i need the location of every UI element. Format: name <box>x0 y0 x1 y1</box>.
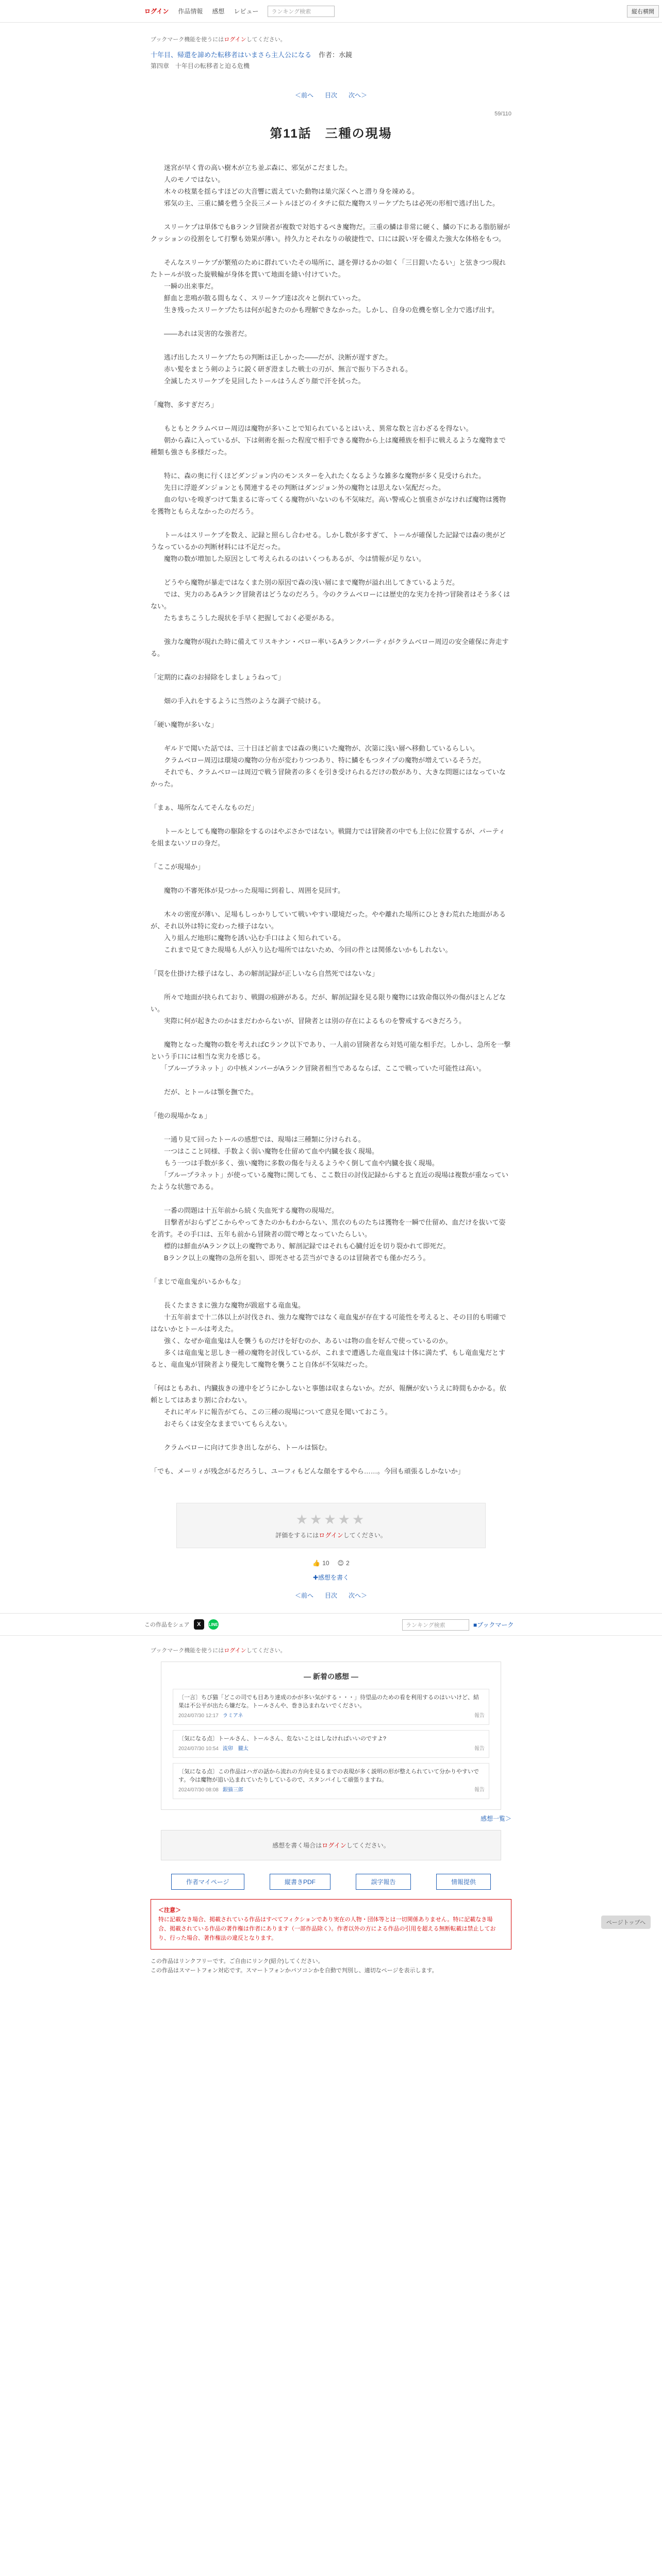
body-paragraph <box>151 896 511 908</box>
review-author-link[interactable]: 銀猫三郎 <box>222 1787 243 1793</box>
body-paragraph: 鮮血と悲鳴が散る間もなく、スリーケプ達は次々と倒れていった。 <box>151 294 365 302</box>
bookmark-note-bottom-text: ブックマーク機能を使うには <box>151 1648 224 1654</box>
index-link-bottom[interactable]: 目次 <box>324 1592 337 1599</box>
body-paragraph <box>151 849 511 861</box>
body-paragraph <box>151 683 511 695</box>
body-paragraph: 迷宮が早く背の高い樹木が立ち並ぶ森に、邪気がこだました。 <box>151 164 352 172</box>
review-date: 2024/07/30 10:54 <box>178 1746 219 1752</box>
write-review-label: 感想を書く <box>318 1574 350 1581</box>
body-paragraph <box>151 1098 511 1110</box>
bookmark-button-label: ブックマーク <box>477 1621 514 1629</box>
login-link[interactable]: ログイン <box>144 8 169 15</box>
body-paragraph: 一番の問題は十五年前から続く失血死する魔物の現場だ。 <box>151 1207 339 1214</box>
body-paragraph: 特に、森の奥に行くほどダンジョン内のモンスターを入れたくなるような雑多な魔物が多く見受けられた。 <box>151 472 486 480</box>
next-chapter-link[interactable]: 次へ＞ <box>349 92 368 99</box>
body-paragraph: そんなスリーケプが繁殖のために群れていたその場所に、謎を弾けるかの如く「三日鎧いたるい」と弦きつつ現れたトールが放った旋戦輪が身体を貫いて地面を縫い付けていた。 <box>151 259 506 278</box>
body-paragraph <box>151 340 511 351</box>
chapter-body <box>151 162 511 1477</box>
body-paragraph <box>151 458 511 470</box>
body-paragraph <box>151 1074 511 1086</box>
footer-line: この作品はリンクフリーです。ご自由にリンク(紹介)してください。 <box>151 1958 324 1964</box>
review-meta <box>178 1745 484 1753</box>
body-paragraph: Bランク以上の魔物の急所を狙い、即死させる芸当ができるのは冒険者でも僅かだろう。 <box>151 1254 430 1262</box>
body-paragraph <box>151 624 511 636</box>
series-title-link[interactable]: 十年目、帰還を諦めた転移者はいまさら主人公になる <box>151 51 312 59</box>
body-paragraph: スリーケプは単体でもBランク冒険者が複数で対処するべき魔物だ。三重の鱗は非常に硬く、鱗の下にある脂肪層がクッションの役割をして打撃も効果が薄い。持久力とそれなりの敏捷性で、口には鋭い牙を備えた強大な体格をもつ。 <box>151 223 510 243</box>
review-item <box>173 1763 489 1799</box>
report-link[interactable]: 報告 <box>474 1713 485 1719</box>
body-paragraph <box>151 707 511 719</box>
body-paragraph: たちまちこうした現状を手早く把握しておく必要がある。 <box>151 614 339 622</box>
review-meta <box>178 1712 484 1720</box>
bookmark-login-link[interactable]: ログイン <box>224 37 246 43</box>
body-paragraph: 多くは竜血鬼と思しき一種の魔物を討伐しているが、これまで遭遇した竜血鬼は十体に満たず、もし竜血鬼だとすると、竜血鬼が冒険者より優先して魔物を襲うこと自体が不気味だった。 <box>151 1349 505 1368</box>
report-link[interactable]: 報告 <box>474 1787 485 1793</box>
body-paragraph: 「ブループラネット」の中核メンバーがAランク冒険者相当であるならば、ここで戦っていた可能性は高い。 <box>151 1064 486 1072</box>
login-prompt-text: 感想を書く場合は <box>272 1842 322 1849</box>
body-paragraph: もともとクラムベロー周辺は魔物が多いことで知られているとはいえ、異常な数と言わざるを得ない。 <box>151 425 473 432</box>
nav-reviews[interactable]: 感想 <box>212 8 225 15</box>
ranking-search-input-bottom[interactable]: ランキング検索 <box>402 1619 469 1631</box>
new-reviews-panel <box>161 1662 501 1810</box>
body-paragraph: 十五年前まで十二体以上が討伐され、強力な魔物ではなく竜血鬼が存在する可能性を考えると、その目的も明確ではないかとトールは考えた。 <box>151 1313 506 1333</box>
body-paragraph: 「魔物、多すぎだろ」 <box>151 401 218 409</box>
bookmark-note-bottom-suffix: してください。 <box>246 1648 286 1654</box>
vertical-pdf-button[interactable]: 縦書きPDF <box>270 1874 330 1890</box>
body-paragraph: 魔物となった魔物の数を考えればCランク以下であり、一人前の冒険者なら対処可能な相手だ。しかし、急所を一撃という手口には相当な実力を感じる。 <box>151 1041 511 1060</box>
smile-count: 2 <box>346 1560 350 1567</box>
body-paragraph: 強く、なぜか竜血鬼は人を襲うものだけを好むのか、あるいは物の血を好んで使っているのか。 <box>151 1337 452 1345</box>
login-prompt-suffix: してください。 <box>346 1842 390 1849</box>
write-review-link[interactable]: ✚感想を書く <box>312 1574 350 1581</box>
ranking-search-input[interactable]: ランキング検索 <box>268 6 335 17</box>
footer-info <box>151 1957 511 1975</box>
body-paragraph <box>151 411 511 422</box>
body-paragraph: おそらくは安全なままでいてもらえない。 <box>151 1420 292 1428</box>
review-login-prompt <box>161 1830 501 1860</box>
body-paragraph <box>151 1027 511 1039</box>
bookmark-note-bottom <box>151 1646 511 1654</box>
rating-box <box>176 1503 486 1548</box>
review-author-link[interactable]: ラミアネ <box>222 1713 243 1719</box>
body-paragraph <box>151 1453 511 1465</box>
body-paragraph: 「ブループラネット」が使っている魔物に関しても、ここ数日の討伐記録からすると直近の現場は複数が重なっていたような状態である。 <box>151 1171 508 1191</box>
body-paragraph: 「でも、メーリィが残念がるだろうし、ユーフィもどんな顔をするやら……。今回も頑張るしかないか」 <box>151 1467 465 1475</box>
body-paragraph <box>151 1287 511 1299</box>
body-paragraph: ギルドで聞いた話では、三十日ほど前までは森の奥にいた魔物が、次第に浅い層へ移動しているらしい。 <box>151 744 479 752</box>
x-icon[interactable]: X <box>194 1619 204 1630</box>
body-paragraph: 逃げ出したスリーケプたちの判断は正しかった――だが、決断が遅すぎた。 <box>151 353 392 361</box>
body-paragraph: 実際に何が起きたのかはまだわからないが、冒険者とは別の存在によるものを警戒するべきだろう。 <box>151 1017 466 1025</box>
body-paragraph: トールはスリーケプを数え、記録と照らし合わせる。しかし数が多すぎて、トールが確保した記録では森の奥がどうなっているかの判断材料には不足だった。 <box>151 531 506 551</box>
share-label: この作品をシェア <box>144 1622 190 1628</box>
utility-links <box>151 1874 511 1890</box>
bookmark-note <box>151 35 511 43</box>
body-paragraph <box>151 814 511 825</box>
body-paragraph <box>151 565 511 577</box>
review-meta <box>178 1786 484 1794</box>
body-paragraph: 目撃者がおらずどこからやってきたのかもわからない、黒衣のものたちは獲物を一瞬で仕留め、血だけを抜いて姿を消す。その手口は、五年も前から冒険者の間で噂となっていたらしい。 <box>151 1218 506 1238</box>
body-paragraph <box>151 1430 511 1442</box>
body-paragraph: 「まぁ、場所なんてそんなものだ」 <box>151 804 258 811</box>
body-paragraph: では、実力のあるAランク冒険者はどうなのだろう。今のクラムベローには歴史的な実力を持つ冒険者はそう多くはない。 <box>151 590 510 610</box>
body-paragraph <box>151 209 511 221</box>
more-reviews-link[interactable]: 感想一覧＞ <box>480 1815 511 1822</box>
report-link[interactable]: 報告 <box>474 1746 485 1752</box>
body-paragraph: 強力な魔物が現れた時に備えてリスキナン・ベロー率いるAランクパーティがクラムベロー周辺の安全確保に奔走する。 <box>151 638 509 657</box>
review-author-link[interactable]: 流卯 朧太 <box>222 1746 249 1752</box>
review-text: 〔気になる点〕トールさん、トールさん、危ないことはしなければいいのですよ? <box>178 1736 386 1742</box>
typo-report-button[interactable]: 誤字報告 <box>356 1874 410 1890</box>
footer-line: この作品はスマートフォン対応です。スマートフォンかパソコンかを自動で判別し、適切なページを表示します。 <box>151 1968 438 1974</box>
global-nav <box>0 0 662 23</box>
notice-head: ＜注意＞ <box>158 1907 181 1913</box>
body-paragraph: 血の匂いを嗅ぎつけて集まるに寄ってくる魔物がいないのも不気味だ。高い警戒心と慎重さがなければ魔物は獲物を獲物ともらえなかったのだろう。 <box>151 496 506 515</box>
body-paragraph <box>151 1122 511 1133</box>
nav-recommendations[interactable]: レビュー <box>234 8 259 15</box>
chapter-pager-bottom <box>151 1591 511 1600</box>
body-paragraph: クラムベローに向けて歩き出しながら、トールは悩む。 <box>151 1444 332 1451</box>
prev-chapter-link[interactable]: ＜前へ <box>294 92 313 99</box>
body-paragraph: 一瞬の出来事だ。 <box>151 282 218 290</box>
body-paragraph: 「他の現場かなぁ」 <box>151 1112 211 1120</box>
body-paragraph: 魔物の数が増加した原因として考えられるのはいくつもあるが、今は情報が足りない。 <box>151 555 426 563</box>
author-mypage-button[interactable]: 作者マイページ <box>171 1874 244 1890</box>
body-paragraph: ――あれは災害的な強者だ。 <box>151 330 252 337</box>
body-paragraph: 入り組んだ地形に魔物を誘い込む手口はよく知られている。 <box>151 934 345 942</box>
thumbs-up-icon: 👍 <box>312 1560 321 1567</box>
body-paragraph <box>151 873 511 885</box>
page-count: 59/110 <box>494 111 511 117</box>
body-paragraph: それでも、クラムベローは周辺で戦う冒険者の多くを引き受けられるだけの数があり、大きな問題にはなっていなかった。 <box>151 768 506 788</box>
review-login-link[interactable]: ログイン <box>322 1842 346 1849</box>
nav-work-info[interactable]: 作品情報 <box>178 8 203 15</box>
author-link[interactable]: 作者：水鏡 <box>319 51 353 59</box>
body-paragraph: 一つはここと同様、手数よく弱い魔物を仕留めて血や内臓を抜く現場。 <box>151 1147 379 1155</box>
body-paragraph: 人のモノではない。 <box>151 176 225 183</box>
chapter-breadcrumb: 第四章 十年目の転移者と迫る危機 <box>151 62 250 70</box>
body-paragraph: 赤い髪をまとう剣のように鋭く研ぎ澄ました戦士の刃が、無言で振り下ろされる。 <box>151 365 412 373</box>
body-paragraph <box>151 659 511 671</box>
body-paragraph: 「ここが現場か」 <box>151 863 205 871</box>
review-text: 〔気になる点〕この作品はハガの話から流れの方向を見るまでの表現が多く説明の形が整えられていて分かりやすいです。今は魔物が追い込まれていたりしているので、スタンバイして頑張りますね。 <box>178 1769 479 1783</box>
rating-login-link[interactable]: ログイン <box>319 1532 343 1539</box>
body-paragraph <box>151 517 511 529</box>
like-reaction[interactable] <box>312 1560 329 1567</box>
reaction-row <box>151 1560 511 1567</box>
body-paragraph: 標的は鮮血がAランク以上の魔物であり、解剖記録ではそれも心臓付近を切り裂かれて即死だ。 <box>151 1242 450 1250</box>
body-paragraph: だが、とトールは顎を撫でた。 <box>151 1088 258 1096</box>
body-paragraph: 魔物の不審死体が見つかった現場に到着し、周囲を見回す。 <box>151 887 344 894</box>
body-paragraph: 邪気の主、三重に鱗を甦う全長三メートルほどのイタチに似た魔物スリーケプたちは必死の形相で逃げ出した。 <box>151 199 500 207</box>
body-paragraph <box>151 1193 511 1205</box>
body-paragraph <box>151 731 511 742</box>
copyright-notice <box>151 1899 511 1950</box>
body-paragraph <box>151 316 511 328</box>
body-paragraph: 「何はともあれ、内臓抜きの連中をどうにかしないと事態は収まらないか。だが、報酬が安いうえに時間もかかる。依頼としてはあまり割に合わない。 <box>151 1384 506 1404</box>
share-row <box>0 1613 662 1636</box>
bookmark-button[interactable]: ■ブックマーク <box>473 1621 514 1629</box>
body-paragraph <box>151 245 511 257</box>
body-paragraph: 木々の密度が薄い、足場もしっかりしていて戦いやすい環境だった。やや離れた場所にひときわ荒れた地面があるが、それ以外は特に変わった様子はない。 <box>151 910 506 930</box>
next-chapter-link-bottom[interactable]: 次へ＞ <box>349 1592 368 1599</box>
body-paragraph: 全滅したスリーケプを見回したトールはうんざり顔で汗を拭った。 <box>151 377 365 385</box>
rating-note <box>177 1531 485 1539</box>
reviews-title: ― 新着の感想 ― <box>304 1672 358 1681</box>
review-item <box>173 1689 489 1725</box>
prev-chapter-link-bottom[interactable]: ＜前へ <box>294 1592 313 1599</box>
bookmark-note-suffix: してください。 <box>246 37 286 43</box>
body-paragraph: 「罠を仕掛けた様子はなし、あの解剖記録が正しいなら自然死ではないな」 <box>151 970 379 977</box>
review-text: 〔一言〕ちび猫「どこの司でも目あり達成のかが多い気がする・・・」待望品のための看を利用するのはいいけど、結果は不公平が出たら嫌だな。トールさんや、巻き込まれないでください。 <box>178 1694 479 1709</box>
body-paragraph: 「硬い魔物が多いな」 <box>151 721 218 728</box>
body-paragraph: それにギルドに報告がてら、この三種の現場について意見を聞いておこう。 <box>151 1408 392 1416</box>
reviews-title-text: 新着の感想 <box>313 1672 349 1681</box>
line-icon[interactable]: LINE <box>208 1619 219 1630</box>
page-top-button[interactable]: ページトップへ <box>601 1916 651 1929</box>
body-paragraph: 朝から森に入っているが、下は剣術を振った程度で相手できる魔物から上は魔種族を相手に戦えるような魔物まで種類も強さも多様だった。 <box>151 436 506 456</box>
body-paragraph: 「まじで竜血鬼がいるかもな」 <box>151 1278 245 1285</box>
body-paragraph: もう一つは手数が多く、強い魔物に多数の傷を与えるようやく倒して血や内臓を抜く現場。 <box>151 1159 439 1167</box>
body-paragraph: 所々で地面が抉られており、戦闘の痕跡がある。だが、解剖記録を見る限り魔物には致命傷以外の傷がほとんどない。 <box>151 993 506 1013</box>
body-paragraph <box>151 979 511 991</box>
body-paragraph: 「定期的に森のお掃除をしましょうねって」 <box>151 673 285 681</box>
body-paragraph: 畑の手入れをするように当然のような調子で続ける。 <box>151 697 325 705</box>
index-link[interactable]: 目次 <box>324 92 337 99</box>
rating-stars[interactable]: ★★★★★ <box>295 1512 367 1527</box>
bookmark-login-link-bottom[interactable]: ログイン <box>224 1648 246 1654</box>
review-date: 2024/07/30 08:08 <box>178 1787 219 1793</box>
body-paragraph <box>151 387 511 399</box>
notice-body: 特に記載なき場合、掲載されている作品はすべてフィクションであり実在の人物・団体等とは一切関係ありません。特に記載なき場合、掲載されている作品の著作権は作者にあります（一部作品除く）。作者以外の方による作品の引用を超える無断転載は禁止しており、行った場合、著作権法の違反となります。 <box>158 1917 496 1941</box>
chapter-title: 第11話 三種の現場 <box>270 127 392 141</box>
rating-note-suffix: してください。 <box>343 1532 387 1539</box>
body-paragraph <box>151 790 511 802</box>
body-paragraph: これまで見てきた現場も人が入り込む場所ではないため、今回の件とは関係ないかもしれない。 <box>151 946 452 954</box>
body-paragraph: 木々の枝葉を揺らすほどの大音響に震えていた動物は巣穴深くへと潜り身を竦める。 <box>151 188 419 195</box>
review-date: 2024/07/30 12:17 <box>178 1713 219 1719</box>
body-paragraph: 生き残ったスリーケプたちは何が起きたのかも理解できなかった。しかし、自身の危機を察し全力で逃げ出す。 <box>151 306 499 314</box>
body-paragraph: 一通り見て回ったトールの感想では、現場は三種類に分けられる。 <box>151 1136 365 1143</box>
body-paragraph: 先日に浮遊ダンジョンとも関連するその判断はダンジョン外の魔物とは思えない気配だった。 <box>151 484 445 492</box>
body-paragraph: どうやら魔物が暴走ではなくまた別の原因で森の浅い層にまで魔物が溢れ出してきているようだ。 <box>151 579 459 586</box>
smile-reaction[interactable] <box>338 1560 350 1567</box>
body-paragraph <box>151 956 511 968</box>
body-paragraph <box>151 1370 511 1382</box>
reader-container <box>151 35 511 1600</box>
body-paragraph <box>151 1264 511 1276</box>
like-count: 10 <box>322 1560 329 1567</box>
smile-icon: 😊 <box>337 1560 344 1567</box>
series-header <box>151 49 511 59</box>
body-paragraph: トールとしても魔物の駆除をするのはやぶさかではない。戦闘力では冒険者の中でも上位に位置するが、パーティを組まないソロの身だ。 <box>151 827 505 847</box>
rating-note-text: 評価をするには <box>275 1532 319 1539</box>
body-paragraph: 長くたまさまに強力な魔物が跋扈する竜血鬼。 <box>151 1301 305 1309</box>
review-item <box>173 1730 489 1758</box>
layout-toggle-button[interactable]: 縦右横開 <box>627 5 659 18</box>
bottom-container <box>151 1646 511 1975</box>
body-paragraph: クラムベロー周辺は環境の魔物の分布が変わりつつあり、特に鱗をもつタイプの魔物が増えているそうだ。 <box>151 756 486 764</box>
chapter-pager-top <box>151 91 511 99</box>
info-report-button[interactable]: 情報提供 <box>436 1874 491 1890</box>
bookmark-note-text: ブックマーク機能を使うには <box>151 37 224 43</box>
